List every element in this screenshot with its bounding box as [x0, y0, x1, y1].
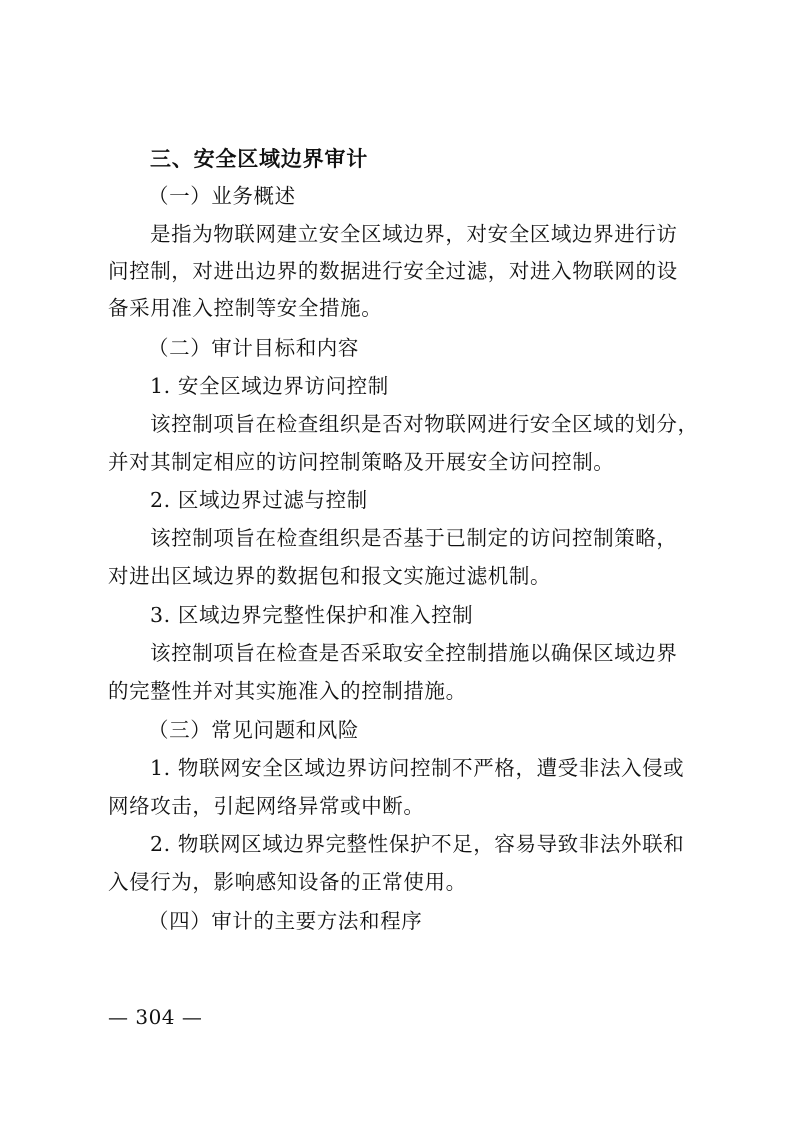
item3-title: 3. 区域边界完整性保护和准入控制: [150, 603, 474, 627]
item2-title: 2. 区域边界过滤与控制: [150, 488, 368, 512]
item1-text-line-2: 并对其制定相应的访问控制策略及开展安全访问控制。: [108, 450, 615, 474]
overview-line-1: 是指为物联网建立安全区域边界，对安全区域边界进行访: [150, 222, 678, 246]
item2-text-line-2: 对进出区域边界的数据包和报文实施过滤机制。: [108, 564, 552, 588]
item1-title: 1. 安全区域边界访问控制: [150, 374, 389, 398]
page-number: — 304 —: [108, 1005, 203, 1029]
subheading-overview: （一）业务概述: [148, 184, 296, 208]
item3-text-line-2: 的完整性并对其实施准入的控制措施。: [108, 679, 467, 703]
overview-line-2: 问控制，对进出边界的数据进行安全过滤，对进入物联网的设: [108, 259, 678, 283]
risk1-line-2: 网络攻击，引起网络异常或中断。: [108, 794, 425, 818]
risk2-line-2: 入侵行为，影响感知设备的正常使用。: [108, 870, 467, 894]
item1-text-line-1: 该控制项旨在检查组织是否对物联网进行安全区域的划分，: [150, 412, 699, 436]
item2-text-line-1: 该控制项旨在检查组织是否基于已制定的访问控制策略，: [150, 526, 678, 550]
overview-line-3: 备采用准入控制等安全措施。: [108, 296, 383, 320]
subheading-goals: （二）审计目标和内容: [148, 336, 359, 360]
subheading-methods: （四）审计的主要方法和程序: [148, 909, 423, 933]
risk2-line-1: 2. 物联网区域边界完整性保护不足，容易导致非法外联和: [150, 832, 685, 856]
subheading-risks: （三）常见问题和风险: [148, 718, 359, 742]
item3-text-line-1: 该控制项旨在检查是否采取安全控制措施以确保区域边界: [150, 641, 678, 665]
section-title: 三、安全区域边界审计: [150, 147, 368, 171]
risk1-line-1: 1. 物联网安全区域边界访问控制不严格，遭受非法入侵或: [150, 756, 685, 780]
